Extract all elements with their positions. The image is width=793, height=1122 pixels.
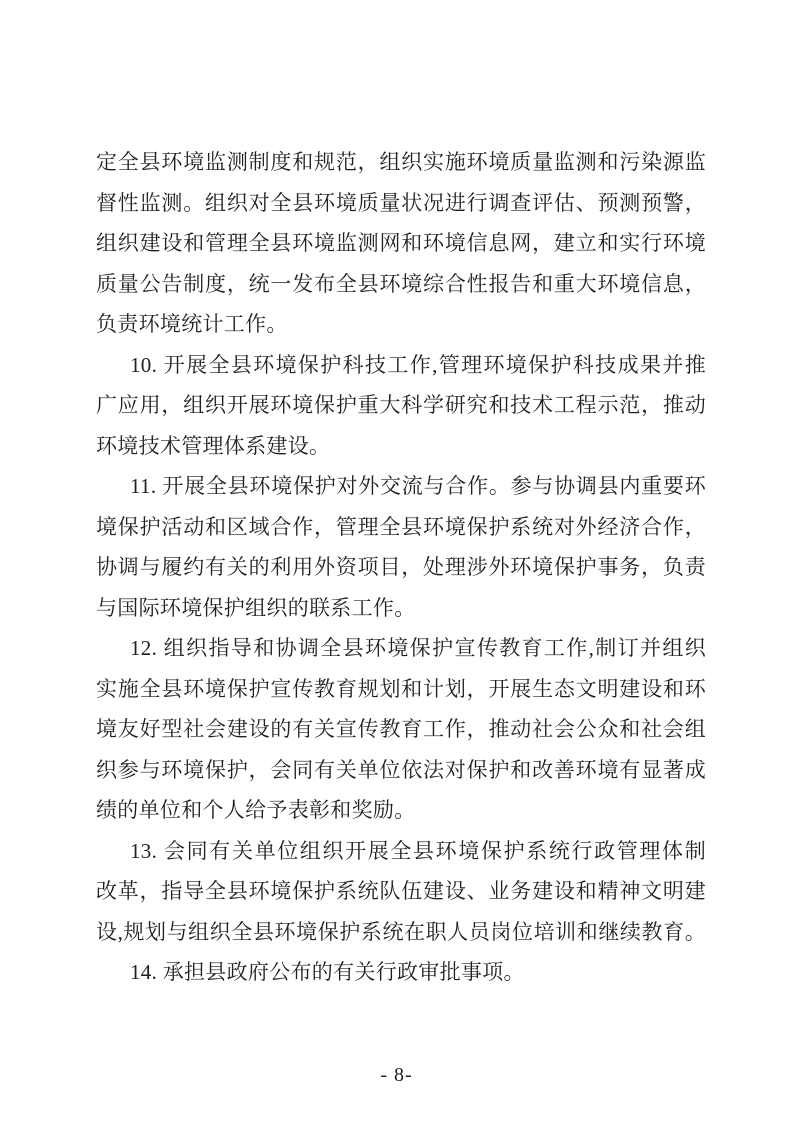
text-line: 12. 组织指导和协调全县环境保护宣传教育工作,制订并组织 (130, 636, 706, 660)
text-line: 绩的单位和个人给予表彰和奖励。 (96, 798, 416, 822)
paragraph (96, 142, 706, 345)
text-line: 设,规划与组织全县环境保护系统在职人员岗位培训和继续教育。 (96, 919, 706, 944)
paragraph (96, 831, 706, 953)
text-line: 10. 开展全县环境保护科技工作,管理环境保护科技成果并推 (130, 352, 706, 377)
paragraph (96, 952, 706, 993)
text-line: 织参与环境保护，会同有关单位依法对保护和改善环境有显著成 (96, 757, 706, 782)
text-line: 广应用，组织开展环境保护重大科学研究和技术工程示范，推动 (96, 393, 706, 417)
text-line: 11. 开展全县环境保护对外交流与合作。参与协调县内重要环 (130, 474, 706, 498)
page-number: - 8- (380, 1064, 413, 1086)
text-line: 与国际环境保护组织的联系工作。 (96, 595, 416, 620)
text-line: 境友好型社会建设的有关宣传教育工作，推动社会公众和社会组 (96, 717, 706, 741)
paragraph (96, 628, 706, 831)
text-line: 环境技术管理体系建设。 (96, 433, 331, 458)
text-line: 负责环境统计工作。 (96, 312, 288, 336)
text-line: 质量公告制度，统一发布全县环境综合性报告和重大环境信息， (96, 271, 706, 296)
paragraph (96, 466, 706, 628)
text-line: 14. 承担县政府公布的有关行政审批事项。 (130, 960, 525, 984)
text-line: 13. 会同有关单位组织开展全县环境保护系统行政管理体制 (130, 838, 706, 863)
text-line: 定全县环境监测制度和规范，组织实施环境质量监测和污染源监 (96, 150, 706, 174)
text-line: 组织建设和管理全县环境监测网和环境信息网，建立和实行环境 (96, 231, 706, 255)
document-body (96, 142, 706, 993)
text-line: 督性监测。组织对全县环境质量状况进行调查评估、预测预警， (96, 190, 706, 215)
text-line: 实施全县环境保护宣传教育规划和计划，开展生态文明建设和环 (96, 676, 706, 701)
text-line: 境保护活动和区域合作，管理全县环境保护系统对外经济合作， (96, 514, 706, 539)
text-line: 改革，指导全县环境保护系统队伍建设、业务建设和精神文明建 (96, 879, 706, 903)
text-line: 协调与履约有关的利用外资项目，处理涉外环境保护事务，负责 (96, 555, 706, 579)
paragraph (96, 345, 706, 467)
